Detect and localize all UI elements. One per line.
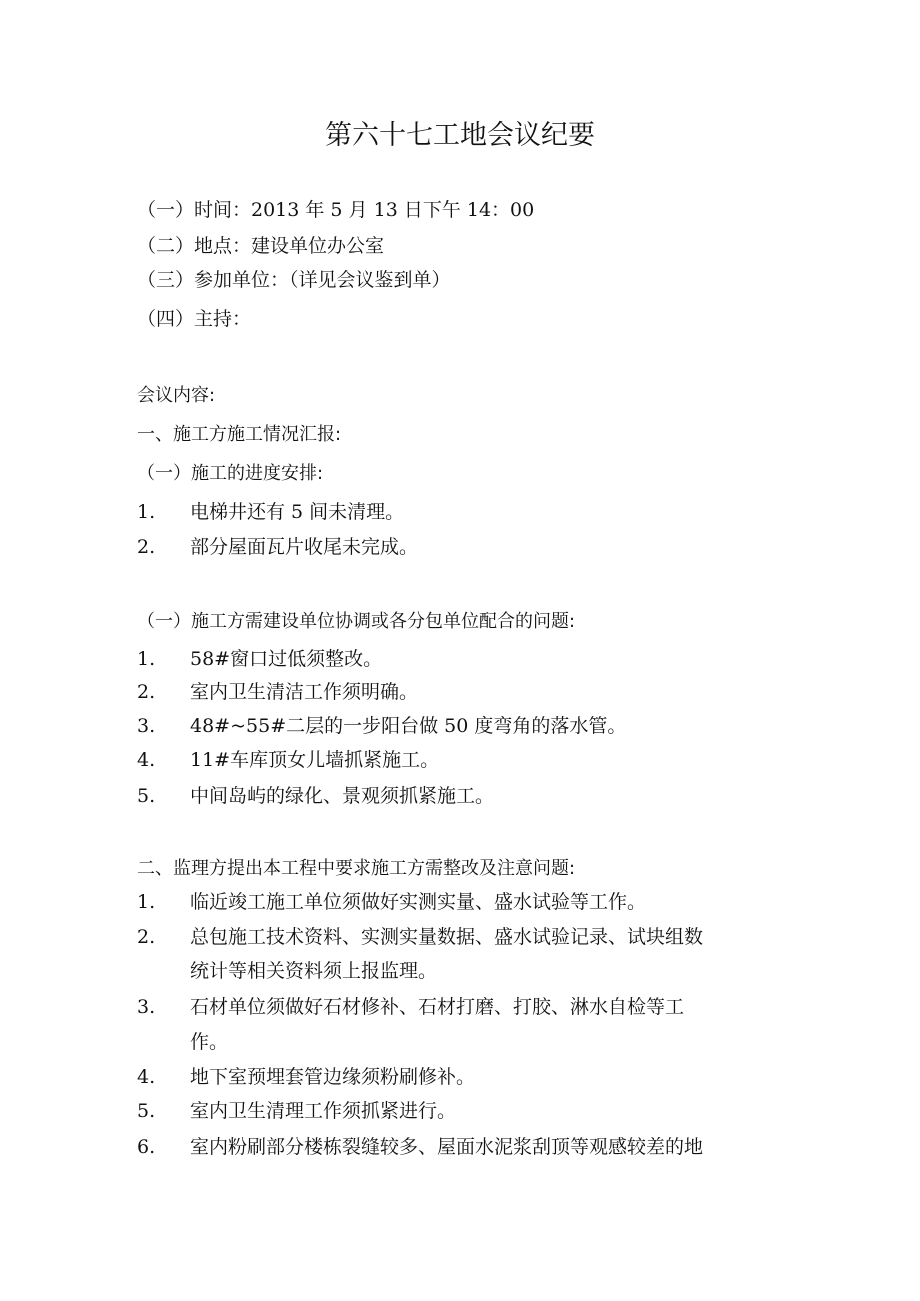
meeting-participants: （三）参加单位：（详见会议鉴到单） xyxy=(137,269,451,291)
meeting-host: （四）主持： xyxy=(137,308,252,330)
list-item xyxy=(0,888,920,916)
list-item-number: 1. xyxy=(137,891,156,913)
list-item-text: 总包施工技术资料、实测实量数据、盛水试验记录、试块组数 xyxy=(190,926,704,948)
list-item xyxy=(0,746,920,774)
list-item xyxy=(0,993,920,1021)
list-item-text: 48#~55#二层的一步阳台做 50 度弯角的落水管。 xyxy=(190,715,627,737)
section1-sub2-heading: （一）施工方需建设单位协调或各分包单位配合的问题: xyxy=(137,611,576,632)
section1-heading: 一、施工方施工情况汇报: xyxy=(137,424,342,445)
list-item-text: 统计等相关资料须上报监理。 xyxy=(190,960,438,982)
list-item-number: 2. xyxy=(137,681,156,703)
list-item-continuation xyxy=(0,1028,920,1056)
list-item xyxy=(0,1097,920,1125)
list-item-text: 室内卫生清理工作须抓紧进行。 xyxy=(190,1100,457,1122)
list-item-text: 临近竣工施工单位须做好实测实量、盛水试验等工作。 xyxy=(190,891,647,913)
list-item-text: 室内卫生清洁工作须明确。 xyxy=(190,681,419,703)
list-item-number: 5. xyxy=(137,1100,156,1122)
list-item-text: 中间岛屿的绿化、景观须抓紧施工。 xyxy=(190,785,495,807)
list-item-number: 2. xyxy=(137,536,156,558)
list-item-number: 4. xyxy=(137,749,156,771)
list-item-number: 6. xyxy=(137,1136,156,1158)
list-item-text: 作。 xyxy=(190,1031,229,1053)
meeting-content-label: 会议内容: xyxy=(137,385,216,406)
meeting-time: （一）时间：2013 年 5 月 13 日下午 14：00 xyxy=(137,199,535,221)
list-item xyxy=(0,645,920,673)
section2-heading: 二、监理方提出本工程中要求施工方需整改及注意问题: xyxy=(137,858,576,879)
list-item xyxy=(0,1133,920,1161)
list-item-number: 1. xyxy=(137,648,156,670)
list-item-text: 58#窗口过低须整改。 xyxy=(190,648,383,670)
list-item-text: 地下室预埋套管边缘须粉刷修补。 xyxy=(190,1066,476,1088)
list-item xyxy=(0,712,920,740)
list-item-text: 部分屋面瓦片收尾未完成。 xyxy=(190,536,419,558)
list-item-text: 石材单位须做好石材修补、石材打磨、打胶、淋水自检等工 xyxy=(190,996,685,1018)
list-item-number: 4. xyxy=(137,1066,156,1088)
document-title: 第六十七工地会议纪要 xyxy=(325,120,595,151)
list-item xyxy=(0,533,920,561)
list-item-text: 室内粉刷部分楼栋裂缝较多、屋面水泥浆刮顶等观感较差的地 xyxy=(190,1136,704,1158)
meeting-place: （二）地点：建设单位办公室 xyxy=(137,235,385,257)
list-item-continuation xyxy=(0,957,920,985)
list-item-text: 11#车库顶女儿墙抓紧施工。 xyxy=(190,749,440,771)
list-item-number: 5. xyxy=(137,785,156,807)
list-item-number: 3. xyxy=(137,715,156,737)
list-item-number: 2. xyxy=(137,926,156,948)
list-item xyxy=(0,782,920,810)
list-item xyxy=(0,1063,920,1091)
list-item xyxy=(0,498,920,526)
list-item xyxy=(0,678,920,706)
list-item xyxy=(0,923,920,951)
list-item-number: 1. xyxy=(137,501,156,523)
list-item-number: 3. xyxy=(137,996,156,1018)
section1-sub1-heading: （一）施工的进度安排: xyxy=(137,463,324,484)
list-item-text: 电梯井还有 5 间未清理。 xyxy=(190,501,405,523)
